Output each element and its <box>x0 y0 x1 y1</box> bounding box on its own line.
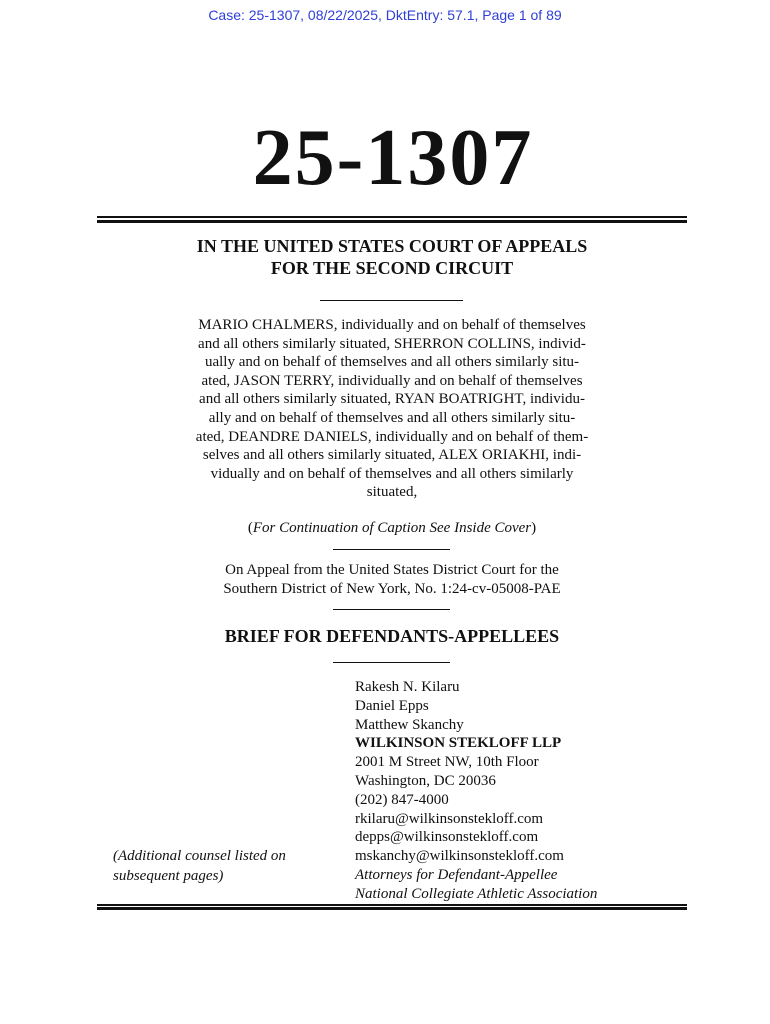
additional-counsel-note <box>113 846 343 886</box>
attorney-name: Daniel Epps <box>355 697 429 714</box>
parties-line: ated, DEANDRE DANIELS, individually and on behalf of them- <box>195 428 589 445</box>
parties-line: MARIO CHALMERS, individually and on behalf of themselves <box>198 317 586 333</box>
caption-continuation-note <box>97 520 687 537</box>
email-address: depps@wilkinsonstekloff.com <box>355 829 539 846</box>
separator-rule <box>320 300 463 301</box>
court-heading <box>97 235 687 279</box>
address-line-2: Washington, DC 20036 <box>355 772 496 789</box>
appeal-statement <box>97 561 687 599</box>
case-number: 25-1307 <box>252 114 534 202</box>
continuation-text: For Continuation of Caption See Inside Cover <box>252 520 532 536</box>
counsel-role-line-2: National Collegiate Athletic Association <box>355 885 598 902</box>
parties-line: ated, JASON TERRY, individually and on behalf of themselves <box>201 372 583 389</box>
attorney-name: Matthew Skanchy <box>355 716 464 733</box>
continuation-close-paren: ) <box>531 520 537 536</box>
attorney-name: Rakesh N. Kilaru <box>355 679 460 695</box>
brief-title: BRIEF FOR DEFENDANTS-APPELLEES <box>224 626 560 646</box>
parties-caption <box>150 316 634 502</box>
parties-line: vidually and on behalf of themselves and all others similarly <box>210 465 574 482</box>
docket-header-stamp: Case: 25-1307, 08/22/2025, DktEntry: 57.1, Page 1 of 89 <box>208 7 562 23</box>
email-address: rkilaru@wilkinsonstekloff.com <box>355 810 544 827</box>
separator-rule <box>333 662 450 663</box>
parties-line: ually and on behalf of themselves and all others similarly situ- <box>204 354 580 371</box>
parties-line: and all others similarly situated, RYAN BOATRIGHT, individu- <box>199 391 585 408</box>
email-address: mskanchy@wilkinsonstekloff.com <box>355 848 564 865</box>
top-rule <box>97 216 687 218</box>
top-rule-thick <box>97 220 687 223</box>
parties-line: selves and all others similarly situated, ALEX ORIAKHI, indi- <box>202 447 582 464</box>
phone-number: (202) 847-4000 <box>355 791 449 808</box>
parties-line: situated, <box>366 484 418 501</box>
additional-note-line-2: subsequent pages) <box>113 868 224 884</box>
law-firm-name: WILKINSON STEKLOFF LLP <box>355 735 562 752</box>
court-line-1: IN THE UNITED STATES COURT OF APPEALS <box>196 236 588 256</box>
court-line-2: FOR THE SECOND CIRCUIT <box>270 258 514 278</box>
additional-note-line-1: (Additional counsel listed on <box>113 848 286 864</box>
bottom-rule-thick <box>97 907 687 910</box>
appeal-line-1: On Appeal from the United States District Court for the <box>225 562 559 578</box>
separator-rule <box>333 609 450 610</box>
separator-rule <box>333 549 450 550</box>
address-line-1: 2001 M Street NW, 10th Floor <box>355 754 539 771</box>
counsel-block <box>355 678 685 904</box>
parties-line: ally and on behalf of themselves and all others similarly situ- <box>208 409 576 426</box>
bottom-rule <box>97 904 687 906</box>
counsel-role-line-1: Attorneys for Defendant-Appellee <box>355 866 558 883</box>
continuation-open-paren: ( <box>247 520 253 536</box>
parties-line: and all others similarly situated, SHERRON COLLINS, individ- <box>198 335 586 352</box>
appeal-line-2: Southern District of New York, No. 1:24-cv-05008-PAE <box>223 581 561 597</box>
